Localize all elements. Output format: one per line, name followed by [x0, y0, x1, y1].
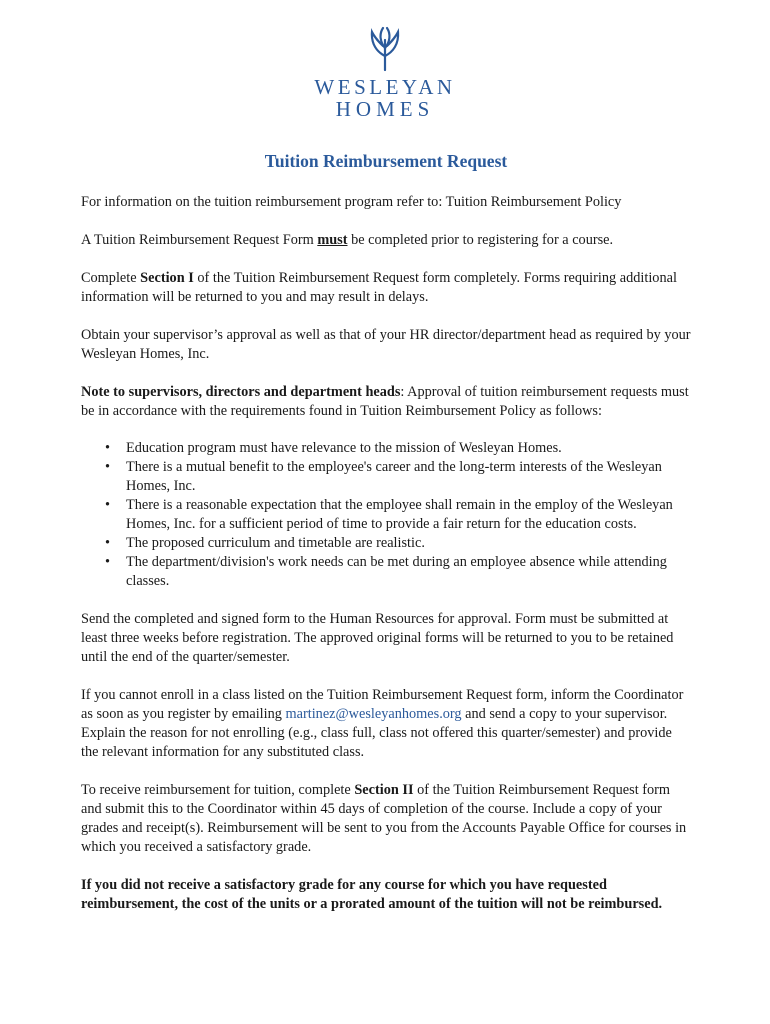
- emphasis-must: must: [317, 232, 348, 248]
- requirements-list: [81, 439, 691, 591]
- must-complete-paragraph: [81, 231, 691, 250]
- bullet-icon: •: [105, 459, 111, 475]
- list-item-text: The department/division's work needs can be met during an employee absence while attending classes.: [126, 554, 667, 589]
- list-item-text: Education program must have relevance to the mission of Wesleyan Homes.: [126, 440, 562, 456]
- bullet-icon: •: [105, 497, 111, 513]
- logo-wordmark-line1: WESLEYAN: [314, 75, 456, 99]
- supervisor-note-paragraph: [81, 383, 691, 421]
- list-item: [81, 439, 691, 458]
- submission-paragraph: Send the completed and signed form to the Human Resources for approval. Form must be submitted at least three weeks before registration. The approved original forms will be returned to you to be retained until the end of the quarter/semester.: [81, 611, 674, 665]
- text-run: be completed prior to registering for a course.: [347, 232, 614, 248]
- logo: [0, 26, 770, 120]
- text-run: of the Tuition Reimbursement Request form and submit this to the Coordinator within 45 days of completion of the course. Include a copy of your grades and receipt(s). Reimbursement will be sent to you from the Accounts Payable Office for courses in which you received a satisfactory grade.: [81, 782, 687, 855]
- document-body: [81, 150, 691, 933]
- tulip-icon: [363, 26, 407, 72]
- list-item-text: There is a mutual benefit to the employee's career and the long-term interests of the Wesleyan Homes, Inc.: [126, 459, 662, 494]
- list-item: [81, 534, 691, 553]
- unsatisfactory-grade-text: If you did not receive a satisfactory grade for any course for which you have requested reimbursement, the cost of the units or a prorated amount of the tuition will not be reimbursed.: [81, 877, 663, 912]
- unsatisfactory-grade-notice: [81, 876, 691, 914]
- bullet-icon: •: [105, 554, 111, 570]
- list-item-text: There is a reasonable expectation that the employee shall remain in the employ of the Wesleyan Homes, Inc. for a sufficient period of time to provide a fair return for the education costs.: [126, 497, 673, 532]
- text-run: and send a copy to your supervisor. Explain the reason for not enrolling (e.g., class full, class not offered this quarter/semester) and provide the relevant information for any substituted class.: [81, 706, 672, 760]
- list-item-text: The proposed curriculum and timetable are realistic.: [126, 535, 425, 551]
- section-two-label: Section II: [354, 782, 414, 798]
- approval-paragraph: Obtain your supervisor’s approval as well as that of your HR director/department head as required by your Wesleyan Homes, Inc.: [81, 327, 691, 362]
- policy-reference-paragraph: For information on the tuition reimbursement program refer to: Tuition Reimbursement Policy: [81, 194, 622, 210]
- logo-wordmark-line2: HOMES: [335, 97, 435, 121]
- reimbursement-paragraph: [81, 781, 691, 857]
- enrollment-paragraph: [81, 686, 691, 762]
- section-one-label: Section I: [140, 270, 194, 286]
- section-one-paragraph: [81, 269, 691, 307]
- bullet-icon: •: [105, 440, 111, 456]
- text-run: A Tuition Reimbursement Request Form: [81, 232, 318, 248]
- text-run: of the Tuition Reimbursement Request form completely. Forms requiring additional information will be returned to you and may result in delays.: [81, 270, 677, 305]
- list-item: [81, 458, 691, 496]
- text-run: : Approval of tuition reimbursement requests must be in accordance with the requirements found in Tuition Reimbursement Policy as follows:: [81, 384, 689, 419]
- coordinator-email-link[interactable]: martinez@wesleyanhomes.org: [285, 706, 462, 722]
- text-run: Complete: [81, 270, 141, 286]
- text-run: To receive reimbursement for tuition, complete: [81, 782, 355, 798]
- page-title: Tuition Reimbursement Request: [264, 151, 508, 171]
- supervisor-note-label: Note to supervisors, directors and department heads: [81, 384, 401, 400]
- list-item: [81, 553, 691, 591]
- bullet-icon: •: [105, 535, 111, 551]
- list-item: [81, 496, 691, 534]
- text-run: If you cannot enroll in a class listed on the Tuition Reimbursement Request form, inform the Coordinator as soon as you register by emailing: [81, 687, 684, 722]
